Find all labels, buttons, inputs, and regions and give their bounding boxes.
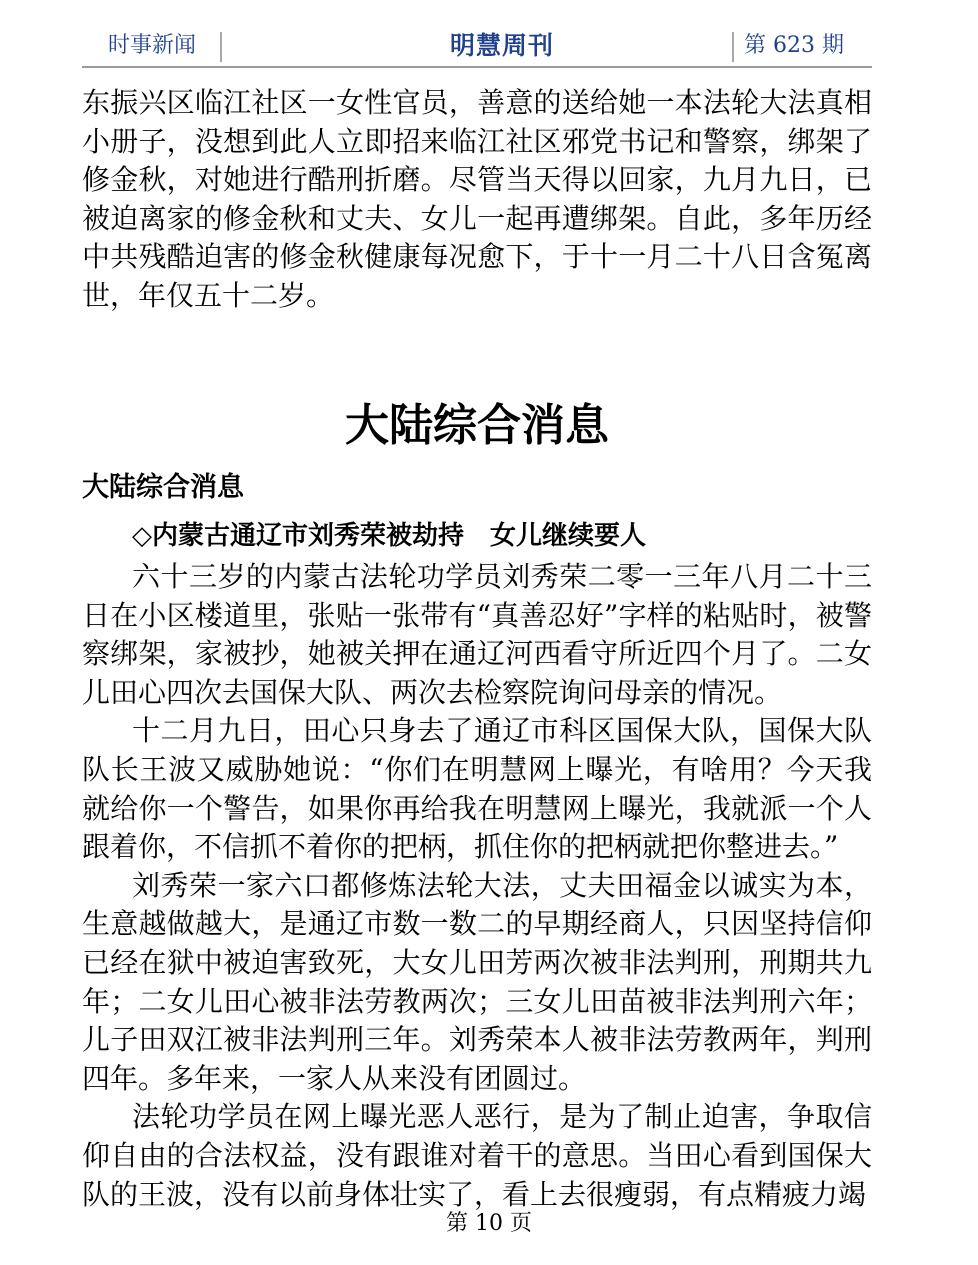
- article-body: [82, 558, 872, 1214]
- header-divider: [732, 32, 734, 62]
- section-title: 大陆综合消息: [345, 400, 609, 451]
- header-publication-title: 明慧周刊: [449, 31, 554, 60]
- header-rule: [82, 66, 872, 68]
- header-issue-number: 第 623 期: [744, 33, 844, 58]
- article-title: ◇内蒙古通辽市刘秀荣被劫持 女儿继续要人: [132, 521, 646, 551]
- article-paragraph: 法轮功学员在网上曝光恶人恶行，是为了制止迫害，争取信仰自由的合法权益，没有跟谁对着干的意思。当田心看到国保大队的王波，没有以前身体壮实了，看上去很瘦弱，有点精疲力竭: [82, 1100, 872, 1211]
- subsection-heading: 大陆综合消息: [82, 472, 244, 503]
- article-paragraph: 六十三岁的内蒙古法轮功学员刘秀荣二零一三年八月二十三日在小区楼道里，张贴一张带有“真善忍好”字样的粘贴时，被警察绑架，家被抄，她被关押在通辽河西看守所近四个月了。二女儿田心四次去国保大队、两次去检察院询问母亲的情况。: [82, 560, 872, 709]
- header-divider: [220, 32, 222, 62]
- header-section-label: 时事新闻: [108, 33, 197, 58]
- page-number: 第 10 页: [446, 1211, 532, 1236]
- article-paragraph: 十二月九日，田心只身去了通辽市科区国保大队，国保大队队长王波又威胁她说：“你们在明慧网上曝光，有啥用？今天我就给你一个警告，如果你再给我在明慧网上曝光，我就派一个人跟着你，不信抓不着你的把柄，抓住你的把柄就把你整进去。”: [82, 714, 872, 864]
- intro-block: [82, 84, 872, 316]
- page-header: [82, 22, 872, 68]
- article-paragraph: 刘秀荣一家六口都修炼法轮大法，丈夫田福金以诚实为本，生意越做越大，是通辽市数一数二的早期经商人，只因坚持信仰已经在狱中被迫害致死，大女儿田芳两次被非法判刑，刑期共九年；二女儿田心被非法劳教两次；三女儿田苗被非法判刑六年；儿子田双江被非法判刑三年。刘秀荣本人被非法劳教两年，判刑四年。多年来，一家人从来没有团圆过。: [82, 868, 872, 1095]
- intro-paragraph: 东振兴区临江社区一女性官员，善意的送给她一本法轮大法真相小册子，没想到此人立即招来临江社区邪党书记和警察，绑架了修金秋，对她进行酷刑折磨。尽管当天得以回家，九月九日，已被迫离家的修金秋和丈夫、女儿一起再遭绑架。自此，多年历经中共残酷迫害的修金秋健康每况愈下，于十一月二十八日含冤离世，年仅五十二岁。: [82, 86, 872, 312]
